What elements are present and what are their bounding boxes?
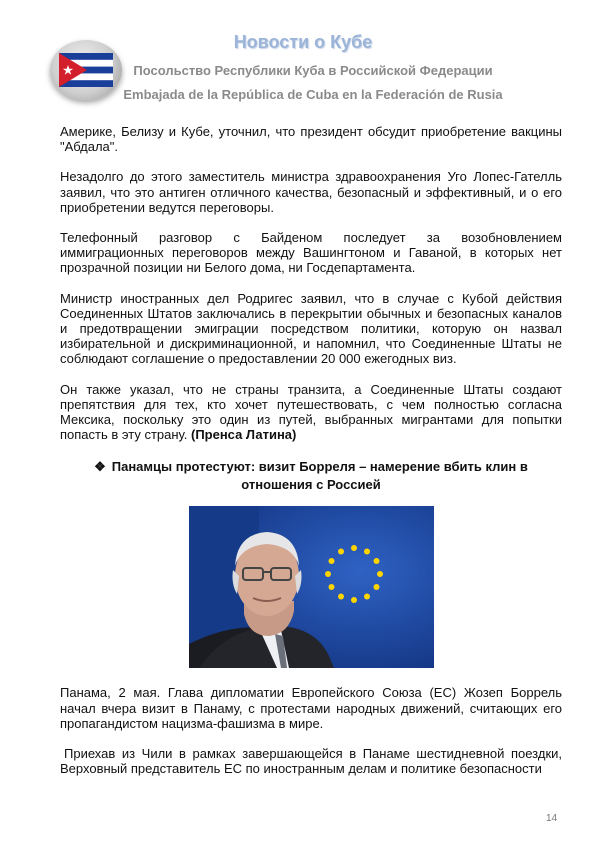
paragraph: Министр иностранных дел Родригес заявил, что в случае с Кубой действия Соединенных Штатов заключались в перекрытии обычных и безопасных каналов и предотвращении эмиграции посредством политики, которую он назвал избирательной и дискриминационной, и напомнил, что Соединенные Штаты не соблюдают соглашение о предоставлении 20 000 ежегодных виз. xyxy=(60,290,562,367)
newsletter-title: Новости о Кубе xyxy=(233,32,373,52)
paragraph: Америке, Белизу и Кубе, уточнил, что президент обсудит приобретение вакцины "Абдала". xyxy=(60,124,562,155)
page-number: 14 xyxy=(546,813,558,824)
diamond-bullet-icon: ❖ xyxy=(94,459,106,475)
paragraph: Панама, 2 мая. Глава дипломатии Европейского Союза (ЕС) Жозеп Боррель начал вчера визит в Панаму, с протестами народных движений, считающих его пропагандистом нацизма-фашизма в мире. xyxy=(60,685,562,731)
article-photo xyxy=(189,506,434,668)
article-heading-text: Панамцы протестуют: визит Борреля – намерение вбить клин в отношения с Россией xyxy=(111,459,528,493)
paragraph-text: Он также указал, что не страны транзита, а Соединенные Штаты создают препятствия для тех, кто хочет путешествовать, с чем полностью согласна Мексика, поскольку это один из путей, выбранных мигрантами для попытки попасть в эту страну. xyxy=(60,381,562,443)
paragraph: Приехав из Чили в рамках завершающейся в Панаме шестидневной поездки, Верховный представитель ЕС по иностранным делам и политике безопасности xyxy=(60,746,562,777)
embassy-name-ru: Посольство Республики Куба в Российской Федерации xyxy=(133,63,493,78)
paragraph: Незадолго до этого заместитель министра здравоохранения Уго Лопес-Гателль заявил, что это антиген отличного качества, безопасный и эффективный, и о его приобретении ведутся переговоры. xyxy=(60,169,562,215)
source-credit: (Пренса Латина) xyxy=(190,427,297,443)
article-body xyxy=(60,124,562,791)
paragraph xyxy=(60,382,562,443)
article-heading xyxy=(60,458,562,494)
paragraph: Телефонный разговор с Байденом последует за возобновлением иммиграционных переговоров между Вашингтоном и Гаваной, в которых нет прозрачной позиции ни Белого дома, ни Госдепартамента. xyxy=(60,230,562,276)
embassy-name-es: Embajada de la República de Cuba en la Federación de Rusia xyxy=(123,87,503,102)
page-header xyxy=(0,0,606,110)
